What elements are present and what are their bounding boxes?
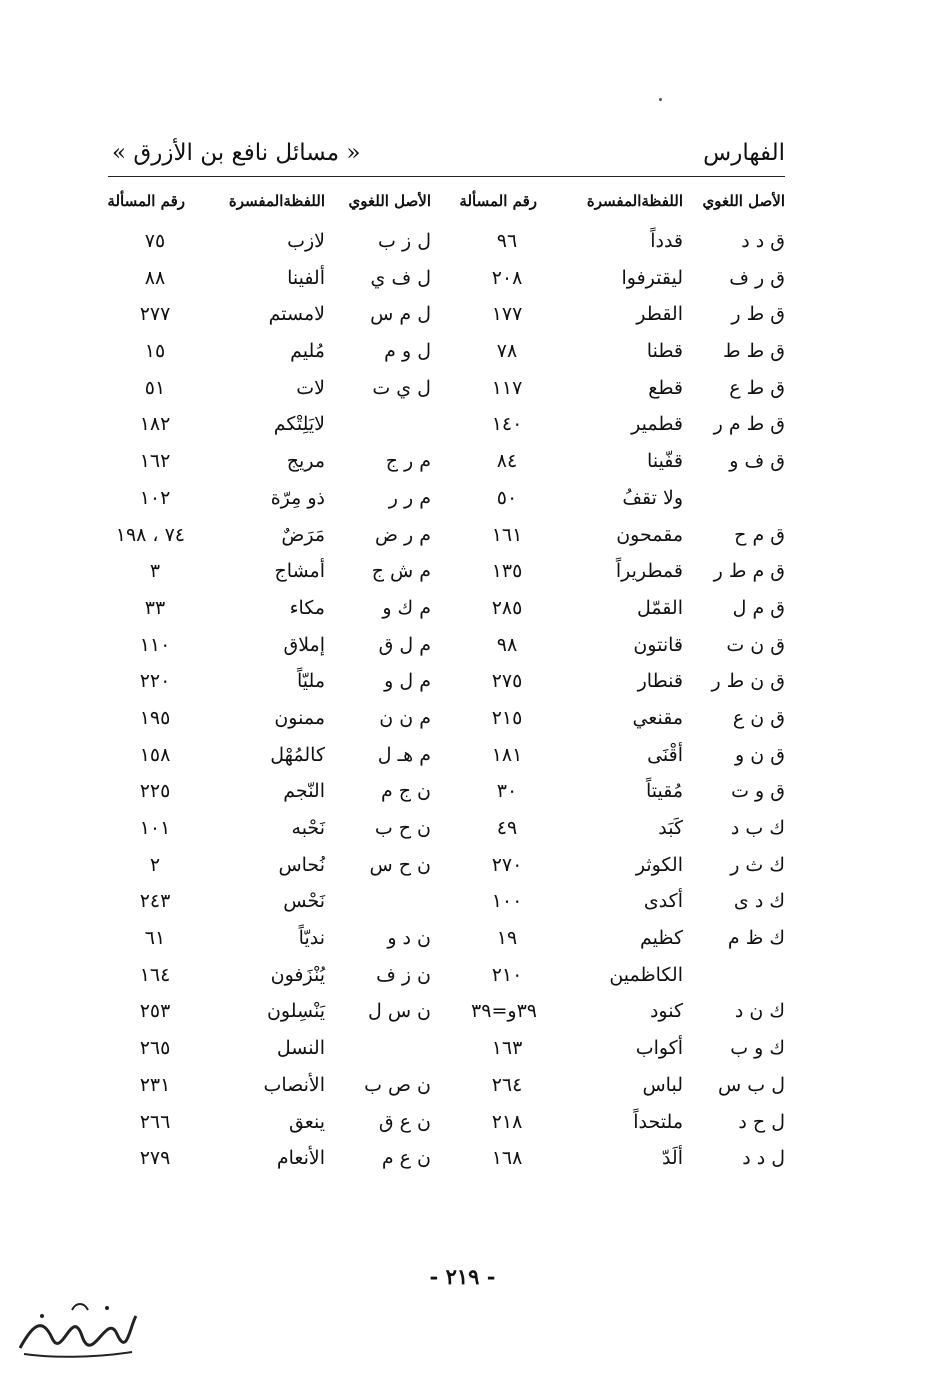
root-left: ن ص ب xyxy=(364,1073,431,1096)
table-row xyxy=(100,263,785,300)
header-word-right: اللفظةالمفسرة xyxy=(586,192,683,210)
table-row xyxy=(100,996,785,1033)
number-right: ٥٠ xyxy=(496,486,518,509)
number-left: ٢٢٥ xyxy=(139,780,171,803)
number-left: ٢٢٠ xyxy=(139,670,171,693)
root-left: م ر ج xyxy=(385,450,431,473)
number-right: ١٠٠ xyxy=(491,890,523,913)
word-left: نديّاً xyxy=(298,927,325,950)
word-left: يَنْسِلون xyxy=(266,1000,325,1023)
word-left: مكاء xyxy=(289,596,325,619)
number-left: ١٥٨ xyxy=(139,743,171,766)
root-left: ن د و xyxy=(387,927,431,950)
root-right: ل ب س xyxy=(718,1073,785,1096)
word-right: كظيم xyxy=(639,927,683,950)
root-left: ل م س xyxy=(370,303,431,326)
table-row xyxy=(100,556,785,593)
number-left: ١٨٢ xyxy=(139,413,171,436)
number-right: ١٦٣ xyxy=(491,1037,523,1060)
root-right: ق ن ط ر xyxy=(711,670,785,693)
root-right: ك د ى xyxy=(733,890,785,913)
number-left: ٨٨ xyxy=(144,266,166,289)
table-row xyxy=(100,336,785,373)
word-left: كالمُهْل xyxy=(270,743,325,766)
word-right: أقْنَى xyxy=(647,743,683,766)
number-left: ٣ xyxy=(149,560,161,583)
table-row xyxy=(100,630,785,667)
word-left: الأنعام xyxy=(276,1147,325,1170)
number-right: ٣٩و=٣٩ xyxy=(471,1000,537,1023)
root-right: ل د د xyxy=(742,1147,785,1170)
root-left: ن س ل xyxy=(367,1000,431,1023)
number-right: ٩٦ xyxy=(496,230,518,252)
root-left: م ر ر xyxy=(388,486,431,509)
word-right: لباس xyxy=(642,1073,683,1096)
column-headers xyxy=(100,192,785,218)
table-row xyxy=(100,740,785,777)
root-left: م ل ق xyxy=(378,633,431,656)
number-right: ١٦٨ xyxy=(491,1147,523,1170)
word-right: قانتون xyxy=(633,633,683,656)
word-left: أمشاج xyxy=(274,560,325,583)
word-right: القطر xyxy=(636,303,683,326)
word-right: أكواب xyxy=(635,1037,683,1060)
root-left: م ن ن xyxy=(379,706,431,729)
number-left: ١١٠ xyxy=(139,633,171,656)
header-root-left: الأصل اللغوي xyxy=(348,192,431,210)
number-right: ١١٧ xyxy=(491,376,523,399)
word-right: قطمير xyxy=(631,413,683,436)
table-row xyxy=(100,886,785,923)
number-right: ٢٠٨ xyxy=(491,266,523,289)
root-left: م ش ج xyxy=(371,560,431,583)
number-left: ٣٣ xyxy=(144,596,166,619)
root-right: ق م ل xyxy=(732,596,785,619)
word-left: نَحْس xyxy=(283,890,325,913)
word-left: ذو مِرّة xyxy=(270,486,325,509)
root-left: ن ج م xyxy=(380,780,431,803)
word-right: مقنعي xyxy=(632,706,683,729)
table-row xyxy=(100,850,785,887)
word-left: الأنصاب xyxy=(263,1073,325,1096)
word-left: ينعق xyxy=(288,1110,325,1133)
table-row xyxy=(100,1107,785,1144)
root-right: ق ن ع xyxy=(732,706,785,729)
header-root-right: الأصل اللغوي xyxy=(702,192,785,210)
number-left: ٧٤ ، ١٩٨ xyxy=(115,523,185,546)
word-right: قنطار xyxy=(637,670,683,693)
number-right: ١٤٠ xyxy=(491,413,523,436)
word-right: قفّينا xyxy=(647,450,683,473)
word-left: نَحْبه xyxy=(291,817,325,839)
root-left: ل و م xyxy=(384,340,431,363)
word-right: كَبَد xyxy=(658,817,683,839)
number-left: ١٠١ xyxy=(139,817,171,839)
word-left: النّجم xyxy=(283,780,325,803)
root-left: ن ح س xyxy=(369,853,431,876)
table-row xyxy=(100,703,785,740)
number-right: ٢٨٥ xyxy=(491,596,523,619)
root-right: ق ط ط xyxy=(723,340,785,363)
number-right: ٢١٨ xyxy=(491,1110,523,1133)
word-left: إملاق xyxy=(283,633,325,656)
number-left: ٢٧٩ xyxy=(139,1147,171,1170)
table-row xyxy=(100,1143,785,1180)
root-left: ل ف ي xyxy=(370,266,431,289)
number-left: ١٠٢ xyxy=(139,486,171,509)
book-title: « مسائل نافع بن الأزرق » xyxy=(112,140,361,166)
number-left: ١٥ xyxy=(144,340,166,363)
word-right: الكاظمين xyxy=(609,963,683,986)
number-left: ٥١ xyxy=(144,376,166,399)
number-right: ١٨١ xyxy=(491,743,523,766)
word-left: لامستم xyxy=(268,303,325,326)
number-left: ٢٣١ xyxy=(139,1073,171,1096)
root-right: ق ن و xyxy=(735,743,785,766)
word-right: قطع xyxy=(648,376,683,399)
word-right: كنود xyxy=(649,1000,683,1023)
root-right: ق ف و xyxy=(729,450,785,473)
number-right: ١٩ xyxy=(496,927,518,950)
word-right: قدداً xyxy=(650,230,683,252)
word-right: ملتحداً xyxy=(633,1110,683,1133)
header-word-left: اللفظةالمفسرة xyxy=(228,192,325,210)
word-left: لايَلِتْكم xyxy=(273,413,325,436)
root-right: ك و ب xyxy=(730,1037,785,1060)
word-right: مُقيتاً xyxy=(645,780,683,803)
number-right: ٣٠ xyxy=(496,780,518,803)
root-left: م هـ ل xyxy=(377,743,431,766)
root-right: ق و ت xyxy=(731,780,785,803)
number-right: ٢٦٤ xyxy=(491,1073,523,1096)
table-row xyxy=(100,226,785,263)
word-left: ممنون xyxy=(274,706,325,729)
root-left: ل ز ب xyxy=(378,230,431,252)
word-left: مُليم xyxy=(290,340,325,363)
word-left: لات xyxy=(296,376,325,399)
number-left: ٢٥٣ xyxy=(139,1000,171,1023)
section-title: الفهارس xyxy=(703,140,785,166)
number-left: ٦١ xyxy=(144,927,166,950)
root-right: ق ن ت xyxy=(726,633,785,656)
word-right: ولا تقفُ xyxy=(622,486,683,509)
number-right: ٢١٠ xyxy=(491,963,523,986)
table-row xyxy=(100,813,785,850)
word-right: أكدى xyxy=(643,890,683,913)
word-right: القمّل xyxy=(636,596,683,619)
table-row xyxy=(100,373,785,410)
number-right: ٢٧٠ xyxy=(491,853,523,876)
table-row xyxy=(100,483,785,520)
table-row xyxy=(100,1033,785,1070)
word-left: مَرَضٌ xyxy=(281,523,325,546)
number-right: ٧٨ xyxy=(496,340,518,363)
root-right: ل ح د xyxy=(738,1110,785,1133)
header-number-right: رقم المسألة xyxy=(459,192,537,210)
table-row xyxy=(100,446,785,483)
table-row xyxy=(100,923,785,960)
word-right: ألَدّ xyxy=(661,1147,683,1170)
root-right: ق م ط ر xyxy=(713,560,785,583)
table-row xyxy=(100,299,785,336)
table-row xyxy=(100,520,785,557)
root-left: ن ح ب xyxy=(374,817,431,839)
root-left: م ك و xyxy=(382,596,431,619)
word-right: مقمحون xyxy=(616,523,683,546)
number-right: ١٣٥ xyxy=(491,560,523,583)
root-left: ن ع ق xyxy=(378,1110,431,1133)
word-right: الكوثر xyxy=(635,853,683,876)
table-row xyxy=(100,1070,785,1107)
word-right: قطنا xyxy=(646,340,683,363)
number-left: ٢٦٦ xyxy=(139,1110,171,1133)
number-left: ١٦٢ xyxy=(139,450,171,473)
header-number-left: رقم المسألة xyxy=(107,192,185,210)
number-right: ٢٧٥ xyxy=(491,670,523,693)
number-right: ٩٨ xyxy=(496,633,518,656)
number-right: ٢١٥ xyxy=(491,706,523,729)
table-row xyxy=(100,666,785,703)
word-left: النسل xyxy=(276,1037,325,1060)
root-right: ك ب د xyxy=(730,817,785,839)
speck xyxy=(659,98,662,101)
root-right: ك ظ م xyxy=(727,927,785,950)
root-left: ل ي ت xyxy=(372,376,431,399)
number-left: ١٦٤ xyxy=(139,963,171,986)
root-right: ق ط ع xyxy=(729,376,785,399)
number-left: ٢٤٣ xyxy=(139,890,171,913)
header-rule xyxy=(108,176,785,177)
root-right: ك ن د xyxy=(734,1000,785,1023)
word-left: نُحاس xyxy=(278,853,325,876)
word-right: ليقترفوا xyxy=(621,266,683,289)
number-left: ٢٦٥ xyxy=(139,1037,171,1060)
root-right: ق ط ر xyxy=(731,303,785,326)
root-right: ك ث ر xyxy=(730,853,785,876)
number-right: ٤٩ xyxy=(496,817,518,839)
word-left: لازب xyxy=(287,230,325,252)
root-right: ق ط م ر xyxy=(713,413,785,436)
word-left: يُنْزَفون xyxy=(270,963,325,986)
number-right: ١٦١ xyxy=(491,523,523,546)
root-left: م ر ض xyxy=(375,523,431,546)
word-right: قمطريراً xyxy=(615,560,683,583)
number-left: ١٩٥ xyxy=(139,706,171,729)
uploader-stamp-logo xyxy=(12,1296,142,1364)
root-right: ق م ح xyxy=(734,523,785,546)
number-left: ٢ xyxy=(149,853,161,876)
table-row xyxy=(100,776,785,813)
table-row xyxy=(100,593,785,630)
word-left: مليّاً xyxy=(297,670,325,693)
root-right: ق ر ف xyxy=(729,266,785,289)
number-left: ٧٥ xyxy=(144,230,166,252)
page-number: - ٢١٩ - xyxy=(429,1264,496,1289)
root-left: ن ز ف xyxy=(376,963,431,986)
table-row xyxy=(100,409,785,446)
number-right: ٨٤ xyxy=(496,450,518,473)
table-row xyxy=(100,960,785,997)
number-right: ١٧٧ xyxy=(491,303,523,326)
index-table xyxy=(100,226,785,1180)
root-left: ن ع م xyxy=(381,1147,431,1170)
number-left: ٢٧٧ xyxy=(139,303,171,326)
root-left: م ل و xyxy=(384,670,431,693)
page-header xyxy=(112,136,785,170)
word-left: مريج xyxy=(286,450,325,473)
word-left: ألفينا xyxy=(287,266,325,289)
root-right: ق د د xyxy=(741,230,785,252)
